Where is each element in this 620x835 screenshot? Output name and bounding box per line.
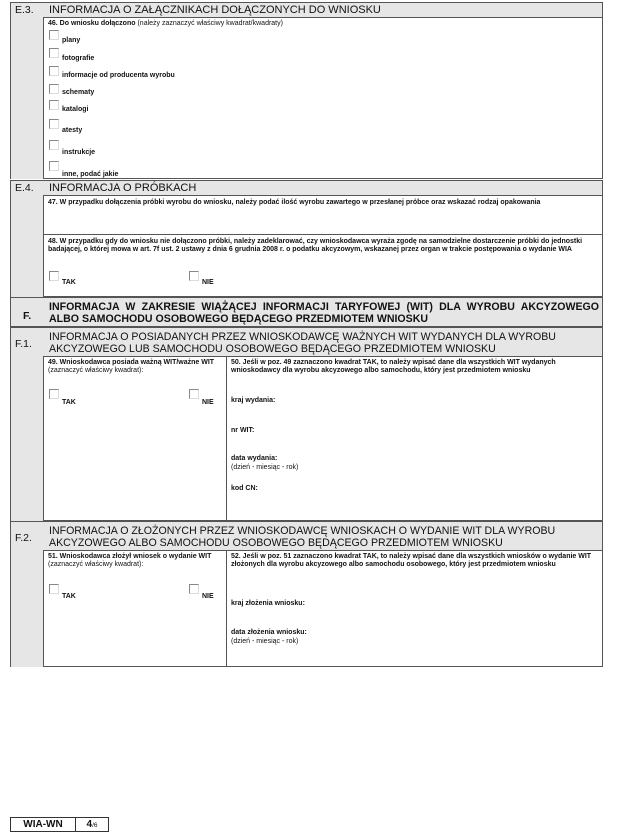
section-f1-header <box>10 327 603 357</box>
filing-date-label: data złożenia wniosku: <box>231 629 307 636</box>
section-code: E.4. <box>15 182 34 194</box>
section-e3-header <box>10 2 603 18</box>
section-f1-margin <box>10 356 44 521</box>
option-label: inne, podać jakie <box>62 171 119 178</box>
section-f2-header <box>10 521 603 551</box>
section-title: INFORMACJA O ZAŁĄCZNIKACH DOŁĄCZONYCH DO WNIOSKU <box>49 4 381 16</box>
option-label: NIE <box>202 593 214 600</box>
field-51-label: 51. Wnioskodawca złożył wniosek o wydanie WIT (zaznaczyć właściwy kwadrat): <box>48 553 212 569</box>
field-49-label: 49. Wnioskodawca posiada ważną WIT/ważne WIT (zaznaczyć właściwy kwadrat): <box>48 359 215 375</box>
field-47-label: 47. W przypadku dołączenia próbki wyrobu do wniosku, należy podać ilość wyrobu zawartego w przesłanej próbce oraz wskazać rodzaj opakowania <box>48 199 541 206</box>
checkbox-atesty[interactable] <box>49 119 59 129</box>
checkbox-e4-no[interactable] <box>189 271 199 281</box>
issue-date-label: data wydania: <box>231 455 278 462</box>
date-format-hint: (dzień - miesiąc - rok) <box>231 638 299 645</box>
option-label: katalogi <box>62 106 89 113</box>
checkbox-f2-no[interactable] <box>189 584 199 594</box>
option-label: TAK <box>62 279 76 286</box>
checkbox-katalogi[interactable] <box>49 100 59 110</box>
checkbox-instrukcje[interactable] <box>49 140 59 150</box>
field-48-box <box>43 234 603 297</box>
checkbox-plany[interactable] <box>49 30 59 40</box>
field-48-label: 48. W przypadku gdy do wniosku nie dołączono próbki, należy zadeklarować, czy wnioskodawca wyraża zgodę na samodzielne dostarczenie próbki do jednostki badającej, o której mowa w art. 7f ust. 2 ustawy z dnia 6 grudnia 2008 r. o podatku akcyzowym, wskazanej przez organ w trakcie postępowania o wydanie WIA <box>48 238 583 254</box>
checkbox-informacje-od-producenta[interactable] <box>49 66 59 76</box>
option-label: TAK <box>62 399 76 406</box>
section-f2-margin <box>10 550 44 667</box>
section-code: F.1. <box>15 338 32 350</box>
option-label: informacje od producenta wyrobu <box>62 72 175 79</box>
section-e4-header <box>10 180 603 196</box>
section-title: INFORMACJA O POSIADANYCH PRZEZ WNIOSKODAWCĘ WAŻNYCH WIT WYDANYCH DLA WYROBU AKCYZOWEGO LUB SAMOCHODU OSOBOWEGO BĘDĄCEGO PRZEDMIOTEM WNIOSKU <box>49 331 556 355</box>
footer-form-code: WIA-WN <box>10 817 76 832</box>
field-46-label: 46. Do wniosku dołączono (należy zaznaczyć właściwy kwadrat/kwadraty) <box>48 20 283 27</box>
section-code: E.3. <box>15 4 34 16</box>
date-format-hint: (dzień - miesiąc - rok) <box>231 464 299 471</box>
option-label: NIE <box>202 279 214 286</box>
footer-page-number <box>75 817 109 832</box>
checkbox-f2-yes[interactable] <box>49 584 59 594</box>
section-e3-margin <box>10 17 44 179</box>
checkbox-inne[interactable] <box>49 161 59 171</box>
option-label: instrukcje <box>62 149 96 156</box>
checkbox-schematy[interactable] <box>49 84 59 94</box>
section-e4-margin <box>10 195 44 297</box>
section-title: INFORMACJA O ZŁOŻONYCH PRZEZ WNIOSKODAWCĘ WNIOSKACH O WYDANIE WIT DLA WYROBU AKCYZOWEGO ALBO SAMOCHODU OSOBOWEGO BĘDĄCEGO PRZEDMIOTEM WNIOSKU <box>49 525 556 549</box>
section-title: INFORMACJA W ZAKRESIE WIĄŻĄCEJ INFORMACJI TARYFOWEJ (WIT) DLA WYROBU AKCYZOWEGO ALBO SAMOCHODU OSOBOWEGO BĘDĄCEGO PRZEDMIOTEM WNIOSKU <box>49 301 599 325</box>
field-49-box <box>43 356 227 521</box>
checkbox-fotografie[interactable] <box>49 48 59 58</box>
option-label: NIE <box>202 399 214 406</box>
wit-number-label: nr WIT: <box>231 427 255 434</box>
cn-code-label: kod CN: <box>231 485 258 492</box>
section-f-header <box>10 297 603 327</box>
page-current: 4 <box>86 819 93 830</box>
option-label: fotografie <box>62 55 95 62</box>
checkbox-f1-yes[interactable] <box>49 389 59 399</box>
option-label: plany <box>62 37 81 44</box>
option-label: schematy <box>62 89 95 96</box>
field-52-box <box>226 550 603 667</box>
option-label: atesty <box>62 127 83 134</box>
field-51-box <box>43 550 227 667</box>
field-46-box <box>43 17 603 179</box>
section-code: F.2. <box>15 532 32 544</box>
option-label: TAK <box>62 593 76 600</box>
field-47-box[interactable] <box>43 195 603 235</box>
section-code: F. <box>23 310 32 322</box>
field-50-label: 50. Jeśli w poz. 49 zaznaczono kwadrat TAK, to należy wpisać dane dla wszystkich WIT wydanych wnioskodawcy dla wyrobu akcyzowego albo samochodu, który jest przedmiotem wniosku <box>231 359 556 375</box>
field-52-label: 52. Jeśli w poz. 51 zaznaczono kwadrat TAK, to należy wpisać dane dla wszystkich wniosków o wydanie WIT złożonych dla wyrobu akcyzowego albo samochodu osobowego, który jest przedmiotem wniosku <box>231 553 592 569</box>
country-label: kraj złożenia wniosku: <box>231 600 305 607</box>
checkbox-e4-yes[interactable] <box>49 271 59 281</box>
section-title: INFORMACJA O PRÓBKACH <box>49 182 197 194</box>
checkbox-f1-no[interactable] <box>189 389 199 399</box>
field-50-box <box>226 356 603 521</box>
page-total: /6 <box>92 822 98 829</box>
country-label: kraj wydania: <box>231 397 276 404</box>
